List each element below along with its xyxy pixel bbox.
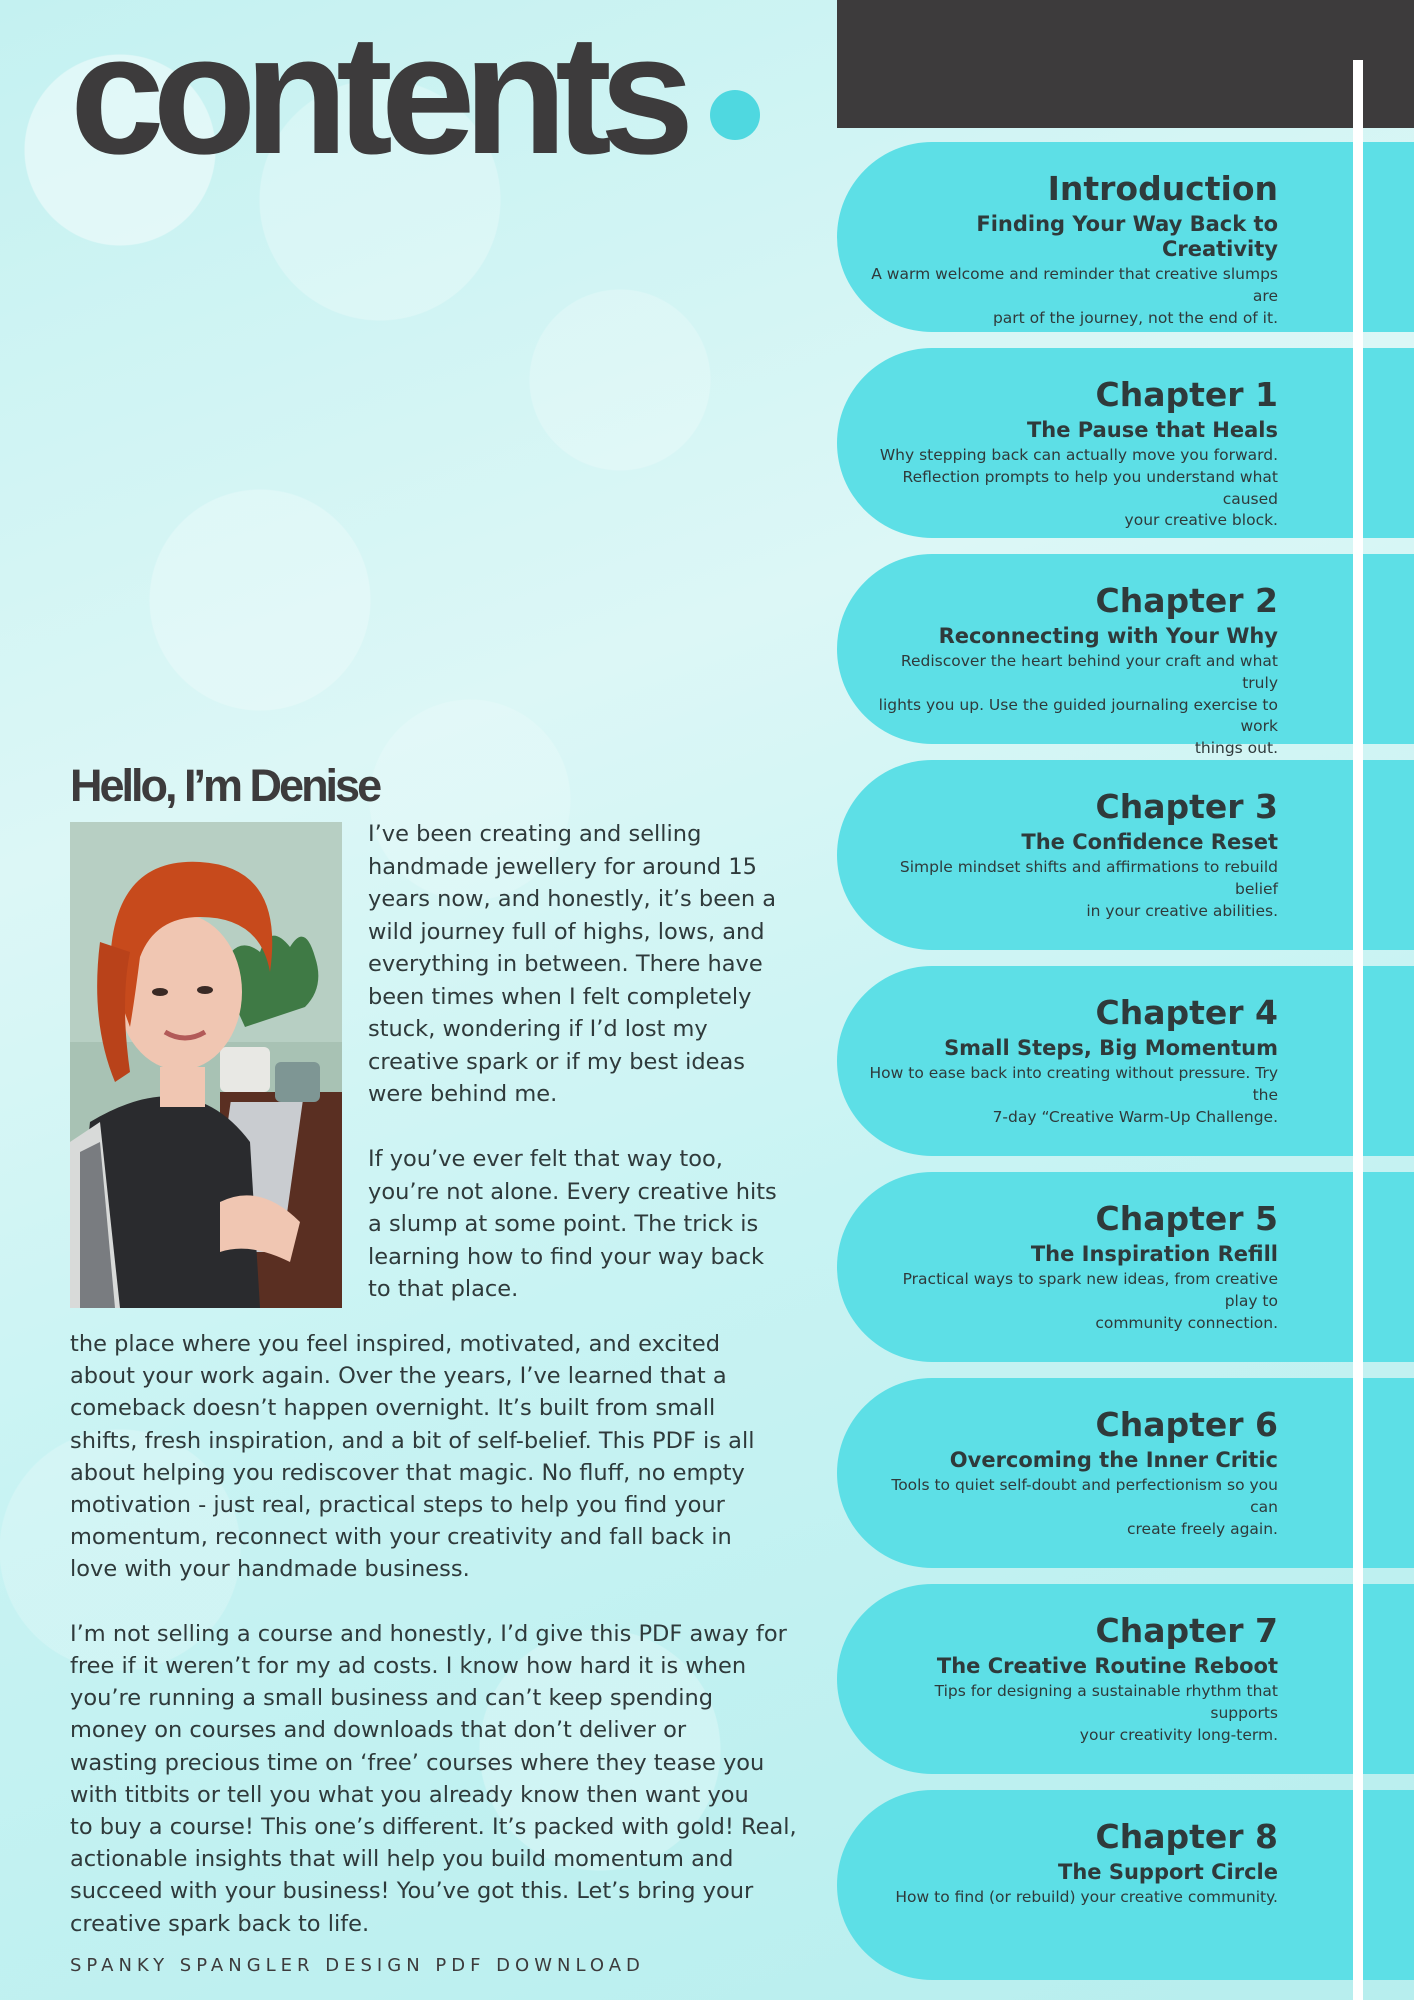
toc-description: A warm welcome and reminder that creative slumps are part of the journey, not the end of it. xyxy=(871,265,1278,327)
toc-item-chapter-2[interactable] xyxy=(837,554,1353,757)
toc-tab xyxy=(1363,760,1414,950)
toc-description: How to ease back into creating without pressure. Try the 7-day “Creative Warm-Up Challenge. xyxy=(869,1064,1278,1126)
toc-subtitle: The Inspiration Refill xyxy=(1030,1241,1278,1266)
toc-tab xyxy=(1363,1584,1414,1774)
toc-description: How to find (or rebuild) your creative community. xyxy=(895,1888,1278,1907)
toc-item-chapter-8[interactable] xyxy=(837,1790,1353,1980)
toc-heading: Chapter 7 xyxy=(1095,1611,1278,1650)
toc-heading: Introduction xyxy=(1047,169,1278,208)
author-photo xyxy=(70,822,342,1308)
toc-subtitle: The Pause that Heals xyxy=(1026,417,1278,442)
toc-subtitle: Overcoming the Inner Critic xyxy=(949,1447,1278,1472)
page-title: contents xyxy=(70,0,683,190)
toc-tab xyxy=(1363,554,1414,744)
toc-tab xyxy=(1363,1172,1414,1362)
toc-tab xyxy=(1363,966,1414,1156)
toc-subtitle: Reconnecting with Your Why xyxy=(938,623,1278,648)
toc-heading: Chapter 4 xyxy=(1095,993,1278,1032)
toc-tab xyxy=(1363,1790,1414,1980)
toc-subtitle: The Confidence Reset xyxy=(1021,829,1278,854)
toc-description: Why stepping back can actually move you forward. Reflection prompts to help you understand what caused your creative block. xyxy=(879,446,1278,530)
toc-tab xyxy=(1363,348,1414,538)
toc-description: Tips for designing a sustainable rhythm that supports your creativity long-term. xyxy=(934,1682,1278,1744)
toc-heading: Chapter 8 xyxy=(1095,1817,1278,1856)
toc-subtitle: Small Steps, Big Momentum xyxy=(944,1035,1278,1060)
header-bar xyxy=(837,0,1414,128)
toc-heading: Chapter 1 xyxy=(1095,375,1278,414)
toc-heading: Chapter 6 xyxy=(1095,1405,1278,1444)
toc-description: Tools to quiet self-doubt and perfectionism so you can create freely again. xyxy=(891,1476,1278,1538)
toc-heading: Chapter 3 xyxy=(1095,787,1278,826)
toc-tab xyxy=(1363,1378,1414,1568)
toc-tab xyxy=(1363,142,1414,332)
footer-credit: SPANKY SPANGLER DESIGN PDF DOWNLOAD xyxy=(70,1955,645,1976)
toc-item-chapter-6[interactable] xyxy=(837,1378,1353,1568)
toc-item-chapter-4[interactable] xyxy=(837,966,1353,1156)
vertical-rule xyxy=(1353,60,1363,2000)
toc-description: Rediscover the heart behind your craft and what truly lights you up. Use the guided journaling exercise to work things out. xyxy=(878,652,1278,757)
about-heading: Hello, I’m Denise xyxy=(70,760,380,811)
toc-item-chapter-1[interactable] xyxy=(837,348,1353,538)
toc-item-chapter-3[interactable] xyxy=(837,760,1353,950)
about-intro-text: I’ve been creating and selling handmade jewellery for around 15 years now, and honestly, it’s been a wild journey full of highs, lows, and everything in between. There have been times when I felt completely stuck, wondering if I’d lost my creative spark or if my best ideas were behind me. If you’ve ever felt that way too, you’re not alone. Every creative hits a slump at some point. The trick is learning how to find your way back to that place. xyxy=(368,821,777,1302)
toc-heading: Chapter 5 xyxy=(1095,1199,1278,1238)
about-body-text: the place where you feel inspired, motivated, and excited about your work again. Over the years, I’ve learned that a comeback doesn’t happen overnight. It’s built from small shifts, fresh inspiration, and a bit of self-belief. This PDF is all about helping you rediscover that magic. No fluff, no empty motivation - just real, practical steps to help you find your momentum, reconnect with your creativity and fall back in love with your handmade business. I’m not selling a course and honestly, I’d give this PDF away for free if it weren’t for my ad costs. I know how hard it is when you’re running a small business and can’t keep spending money on courses and downloads that don’t deliver or wasting precious time on ‘free’ courses where they tease you with titbits or tell you what you already know then want you to buy a course! This one’s different. It’s packed with gold! Real, actionable insights that will help you build momentum and succeed with your business! You’ve got this. Let’s bring your creative spark back to life. xyxy=(70,1331,797,1937)
toc-subtitle: The Support Circle xyxy=(1058,1859,1278,1884)
toc-item-introduction[interactable] xyxy=(837,142,1353,332)
toc-subtitle: The Creative Routine Reboot xyxy=(936,1653,1278,1678)
toc-description: Practical ways to spark new ideas, from creative play to community connection. xyxy=(902,1270,1278,1332)
toc-description: Simple mindset shifts and affirmations to rebuild belief in your creative abilities. xyxy=(899,858,1278,920)
toc-subtitle: Finding Your Way Back to Creativity xyxy=(976,211,1278,262)
toc-item-chapter-5[interactable] xyxy=(837,1172,1353,1362)
title-dot xyxy=(710,90,760,140)
toc-item-chapter-7[interactable] xyxy=(837,1584,1353,1774)
toc-heading: Chapter 2 xyxy=(1095,581,1278,620)
